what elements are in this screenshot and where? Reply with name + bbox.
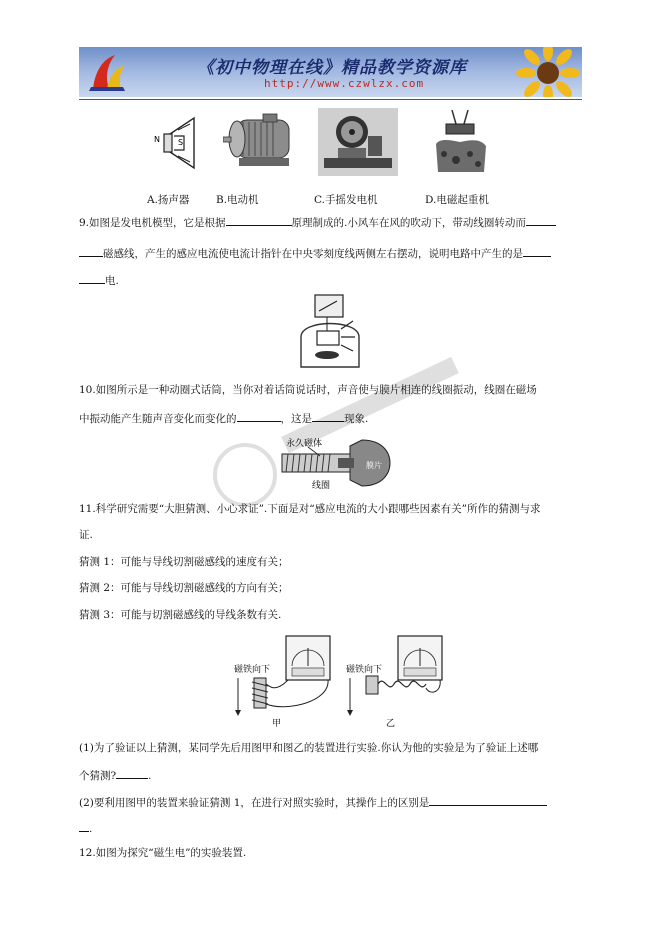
q11-sub2-line: [79, 794, 547, 810]
q9-line3: [79, 272, 119, 288]
label-yi: 乙: [386, 719, 396, 729]
hand-generator-figure: [318, 108, 398, 176]
q9-blank3b: [79, 272, 105, 284]
generator-model-figure: [297, 293, 363, 371]
q11-blank1: [116, 767, 148, 779]
motor-figure: [223, 112, 301, 172]
q9-line2-a: 磁感线，产生的感应电流使电流计指针在中央零刻度线两侧左右摆动，说明电路中产生的是: [103, 248, 523, 260]
q12-line1: 12.如图为探究“磁生电”的实验装置.: [79, 847, 247, 859]
q11-line1: 11.科学研究需要“大胆猜测、小心求证”.下面是对“感应电流的大小跟哪些因素有关”所作的猜测与求: [79, 503, 541, 515]
banner-title: 《初中物理在线》精品教学资源库: [197, 58, 467, 78]
q11-sub2-a: (2)要利用图甲的装置来验证猜测 1，在进行对照实验时，其操作上的区别是: [79, 797, 430, 809]
option-a: A.扬声器: [147, 194, 190, 206]
option-b: B.电动机: [216, 194, 259, 206]
label-jia: 甲: [272, 719, 282, 729]
q11-guess2: 猜测 2：可能与导线切割磁感线的方向有关；: [79, 582, 289, 594]
label-magnet: 永久磁体: [286, 439, 323, 449]
q11-guess3: 猜测 3：可能与切割磁感线的导线条数有关.: [79, 609, 282, 621]
q11-sub1-b: 个猜测?: [79, 770, 117, 782]
q11-sub2-b: .: [89, 823, 93, 835]
q10-line2-c: 现象.: [344, 413, 369, 425]
q9-line1-a: 9.如图是发电机模型，它是根据: [79, 217, 226, 229]
q11-sub2-b-line: [79, 820, 92, 836]
microphone-figure: [278, 434, 392, 490]
header-rule: [79, 99, 582, 100]
label-magnet-down-jia: 磁铁向下: [234, 665, 271, 675]
q9-blank2b: [79, 245, 103, 257]
q9-line1-b: 原理制成的.小风车在风的吹动下，带动线圈转动而: [291, 217, 526, 229]
option-d: D.电磁起重机: [425, 194, 489, 206]
option-c: C.手摇发电机: [314, 194, 378, 206]
q10-line2-b: ，这是: [280, 413, 312, 425]
q10-line2-a: 中振动能产生随声音变化而变化的: [79, 413, 237, 425]
q11-sub1-b-line: 个猜测? .: [79, 767, 151, 783]
q9-blank1: [226, 214, 292, 226]
banner-url: http://www.czwlzx.com: [264, 77, 425, 90]
q9-line3-a: 电.: [105, 275, 119, 287]
q11-guess1: 猜测 1：可能与导线切割磁感线的速度有关；: [79, 556, 289, 568]
sunflower-icon: [516, 47, 580, 97]
publisher-logo-icon: [85, 51, 129, 93]
speaker-figure: [150, 112, 210, 174]
q10-blank2: [312, 410, 344, 422]
label-n: N: [154, 135, 160, 144]
label-magnet-down-yi: 磁铁向下: [346, 665, 383, 675]
q9-line1: [79, 214, 556, 230]
q11-blank2b: [79, 820, 89, 832]
q11-blank2a: [429, 794, 547, 806]
label-s: S: [178, 138, 184, 147]
q11-sub1-a: (1)为了验证以上猜测，某同学先后用图甲和图乙的装置进行实验.你认为他的实验是为了验证上述哪: [79, 742, 539, 754]
header-banner: [79, 47, 582, 97]
label-coil: 线圈: [312, 481, 331, 490]
q11-line2: 证.: [79, 529, 93, 541]
q9-line2: [79, 245, 551, 261]
label-film: 膜片: [366, 461, 382, 470]
q9-blank3a: [523, 245, 551, 257]
q10-line1: 10.如图所示是一种动圈式话筒，当你对着话筒说话时，声音使与膜片相连的线圈振动，线圈在磁场: [79, 384, 537, 396]
experiment-jia-yi-figure: [226, 632, 456, 730]
q10-line2: [79, 410, 368, 426]
q9-blank2a: [526, 214, 556, 226]
q10-blank1: [237, 410, 281, 422]
electromagnet-crane-figure: [430, 110, 490, 176]
